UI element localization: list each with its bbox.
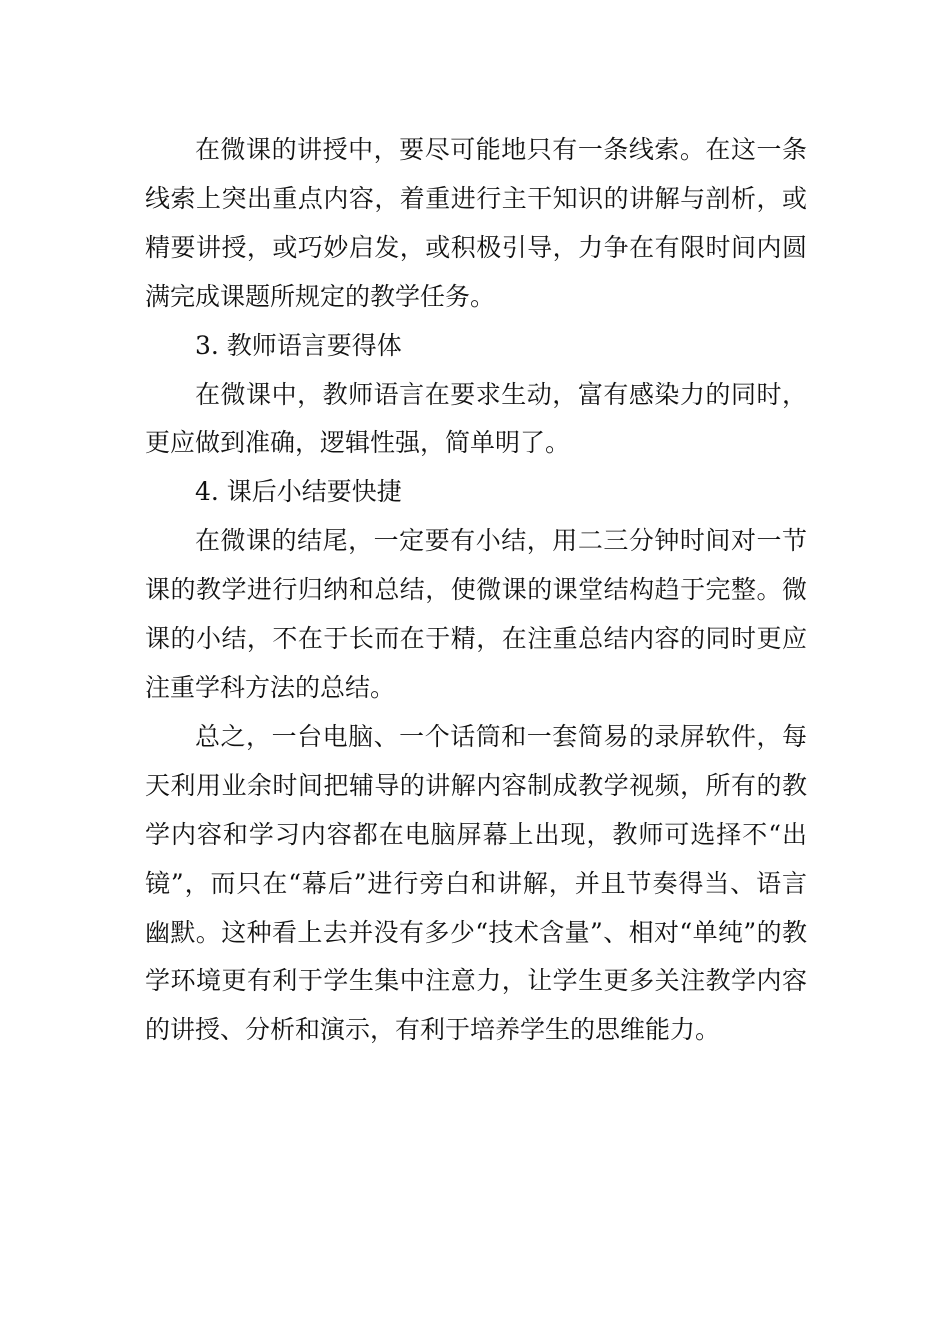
heading-summary: 4. 课后小结要快捷 (195, 477, 402, 507)
document-page (145, 126, 807, 1055)
paragraph-conclusion: 总之，一台电脑、一个话筒和一套简易的录屏软件，每天利用业余时间把辅导的讲解内容制成教学视频，所有的教学内容和学习内容都在电脑屏幕上出现，教师可选择不“出镜”，而只在“幕后”进行旁白和讲解，并且节奏得当、语言幽默。这种看上去并没有多少“技术含量”、相对“单纯”的教学环境更有利于学生集中注意力，让学生更多关注教学内容的讲授、分析和演示，有利于培养学生的思维能力。 (145, 721, 807, 1045)
paragraph-single-thread: 在微课的讲授中，要尽可能地只有一条线索。在这一条线索上突出重点内容，着重进行主干知识的讲解与剖析，或精要讲授，或巧妙启发，或积极引导，力争在有限时间内圆满完成课题所规定的教学任务。 (145, 135, 807, 311)
paragraph-summary: 在微课的结尾，一定要有小结，用二三分钟时间对一节课的教学进行归纳和总结，使微课的课堂结构趋于完整。微课的小结，不在于长而在于精，在注重总结内容的同时更应注重学科方法的总结。 (145, 526, 807, 702)
heading-teacher-language: 3. 教师语言要得体 (195, 330, 402, 360)
paragraph-teacher-language: 在微课中，教师语言在要求生动，富有感染力的同时，更应做到准确，逻辑性强，简单明了。 (145, 379, 807, 458)
